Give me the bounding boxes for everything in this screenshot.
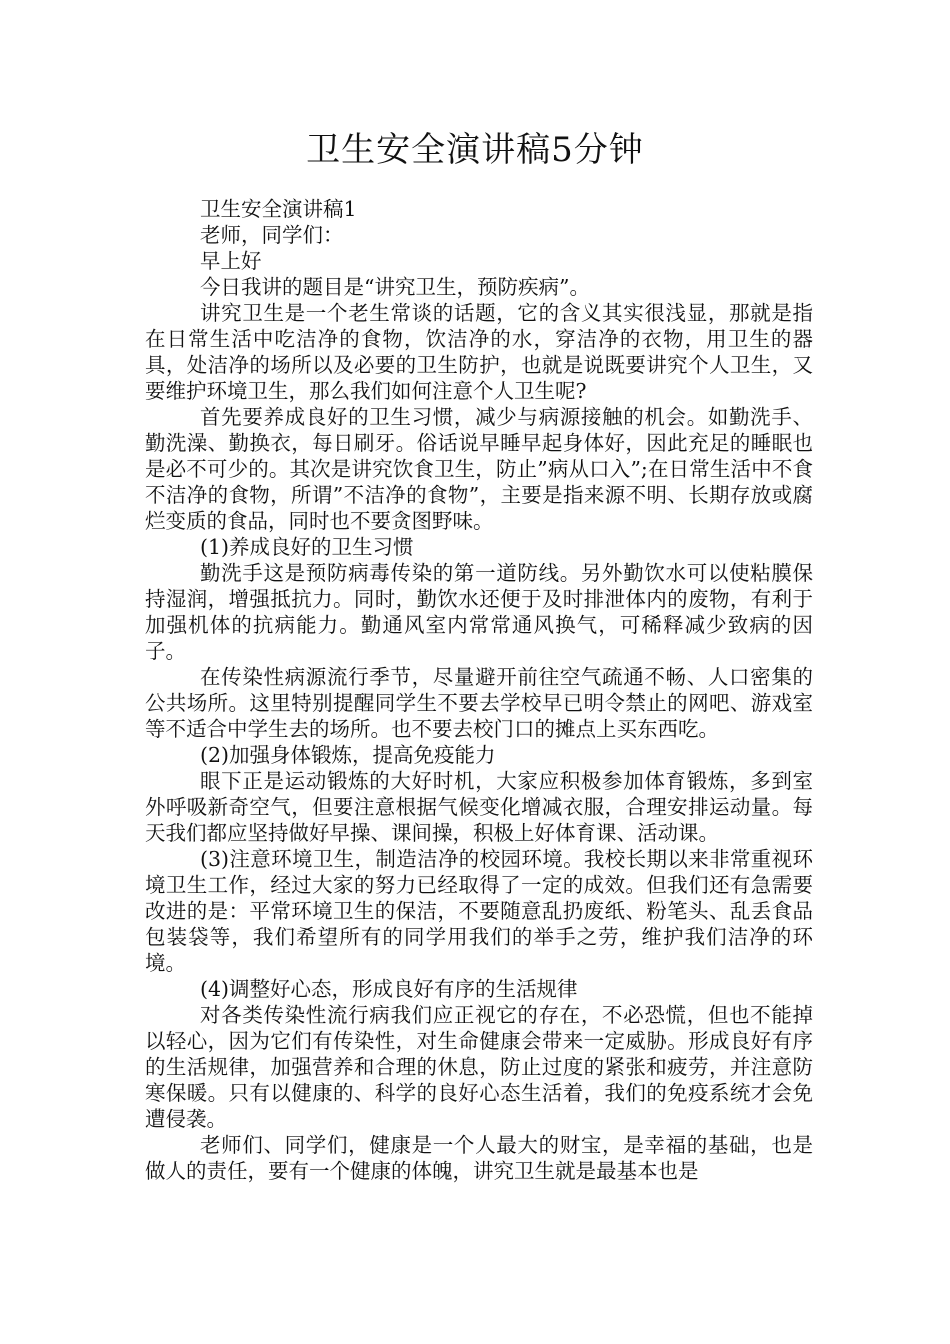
greeting: 早上好 <box>200 249 262 273</box>
section-heading-4: (4)调整好心态，形成良好有序的生活规律 <box>200 977 578 1001</box>
speech-heading: 卫生安全演讲稿1 <box>200 197 357 221</box>
paragraph-exercise: 眼下正是运动锻炼的大好时机，大家应积极参加体育锻炼，多到室外呼吸新奇空气，但要注意根据气候变化增减衣服，合理安排运动量。每天我们都应坚持做好早操、课间操，积极上好体育课、活动课。 <box>145 769 813 845</box>
salutation: 老师，同学们： <box>200 223 344 247</box>
document-body <box>145 196 813 1184</box>
paragraph-mindset: 对各类传染性流行病我们应正视它的存在，不必恐慌，但也不能掉以轻心，因为它们有传染性，对生命健康会带来一定威胁。形成良好有序的生活规律，加强营养和合理的休息，防止过度的紧张和疲劳，并注意防寒保暖。只有以健康的、科学的良好心态生活着，我们的免疫系统才会免遭侵袭。 <box>145 1003 813 1131</box>
paragraph-environment: (3)注意环境卫生，制造洁净的校园环境。我校长期以来非常重视环境卫生工作，经过大家的努力已经取得了一定的成效。但我们还有急需要改进的是：平常环境卫生的保洁，不要随意乱扔废纸、粉笔头、乱丢食品包装袋等，我们希望所有的同学用我们的举手之劳，维护我们洁净的环境。 <box>145 847 813 975</box>
paragraph-public-places: 在传染性病源流行季节，尽量避开前往空气疏通不畅、人口密集的公共场所。这里特别提醒同学生不要去学校早已明令禁止的网吧、游戏室等不适合中学生去的场所。也不要去校门口的摊点上买东西吃。 <box>145 665 813 741</box>
paragraph-intro: 讲究卫生是一个老生常谈的话题，它的含义其实很浅显，那就是指在日常生活中吃洁净的食物，饮洁净的水，穿洁净的衣物，用卫生的器具，处洁净的场所以及必要的卫生防护，也就是说既要讲究个人卫生，又要维护环境卫生，那么我们如何注意个人卫生呢? <box>145 301 813 403</box>
section-heading-1: (1)养成良好的卫生习惯 <box>200 535 414 559</box>
paragraph-closing: 老师们、同学们，健康是一个人最大的财宝，是幸福的基础，也是做人的责任，要有一个健康的体魄，讲究卫生就是最基本也是 <box>145 1133 813 1183</box>
paragraph-topic: 今日我讲的题目是“讲究卫生，预防疾病”。 <box>200 275 590 299</box>
section-heading-2: (2)加强身体锻炼，提高免疫能力 <box>200 743 496 767</box>
paragraph-handwashing: 勤洗手这是预防病毒传染的第一道防线。另外勤饮水可以使粘膜保持湿润，增强抵抗力。同时，勤饮水还便于及时排泄体内的废物，有利于加强机体的抗病能力。勤通风室内常常通风换气，可稀释减少致病的因子。 <box>145 561 813 663</box>
document-title: 卫生安全演讲稿5分钟 <box>306 130 644 170</box>
paragraph-habits: 首先要养成良好的卫生习惯，减少与病源接触的机会。如勤洗手、勤洗澡、勤换衣，每日刷牙。俗话说早睡早起身体好，因此充足的睡眠也是必不可少的。其次是讲究饮食卫生，防止”病从口入”;在日常生活中不食不洁净的食物，所谓”不洁净的食物”，主要是指来源不明、长期存放或腐烂变质的食品，同时也不要贪图野味。 <box>145 405 813 533</box>
